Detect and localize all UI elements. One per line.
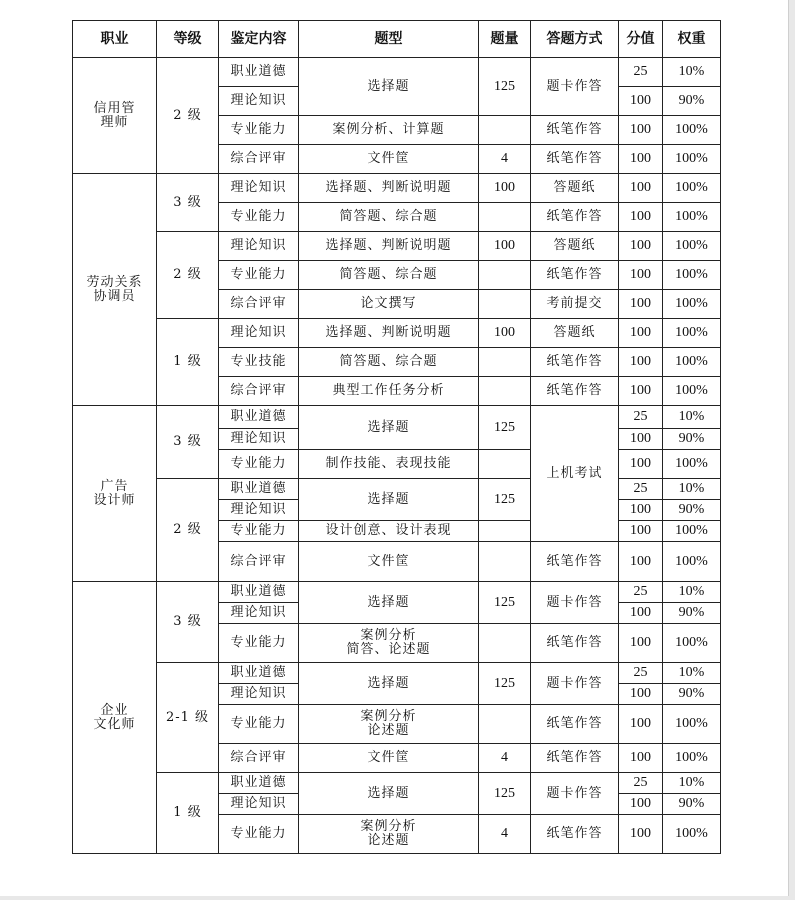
type-cell: 选择题 bbox=[299, 479, 479, 521]
count-cell bbox=[479, 521, 531, 542]
weight-cell: 100% bbox=[663, 232, 721, 261]
weight-cell: 90% bbox=[663, 794, 721, 815]
count-cell: 125 bbox=[479, 582, 531, 624]
score-cell: 100 bbox=[619, 174, 663, 203]
weight-cell: 100% bbox=[663, 116, 721, 145]
weight-cell: 100% bbox=[663, 542, 721, 582]
table-row bbox=[73, 479, 721, 500]
score-cell: 100 bbox=[619, 744, 663, 773]
content-cell: 理论知识 bbox=[219, 500, 299, 521]
level-cell: 3 级 bbox=[157, 582, 219, 663]
score-cell: 100 bbox=[619, 377, 663, 406]
method-cell: 题卡作答 bbox=[531, 663, 619, 705]
type-cell: 选择题 bbox=[299, 663, 479, 705]
score-cell: 100 bbox=[619, 232, 663, 261]
score-cell: 100 bbox=[619, 261, 663, 290]
weight-cell: 90% bbox=[663, 684, 721, 705]
count-cell: 125 bbox=[479, 773, 531, 815]
score-cell: 100 bbox=[619, 684, 663, 705]
count-cell bbox=[479, 705, 531, 744]
weight-cell: 90% bbox=[663, 87, 721, 116]
content-cell: 理论知识 bbox=[219, 319, 299, 348]
method-cell: 题卡作答 bbox=[531, 582, 619, 624]
weight-cell: 10% bbox=[663, 58, 721, 87]
content-cell: 综合评审 bbox=[219, 542, 299, 582]
count-cell bbox=[479, 542, 531, 582]
count-cell: 125 bbox=[479, 58, 531, 116]
weight-cell: 100% bbox=[663, 174, 721, 203]
type-cell: 设计创意、设计表现 bbox=[299, 521, 479, 542]
level-cell: 2-1 级 bbox=[157, 663, 219, 773]
score-cell: 25 bbox=[619, 773, 663, 794]
score-cell: 100 bbox=[619, 116, 663, 145]
score-cell: 25 bbox=[619, 406, 663, 429]
type-cell: 选择题 bbox=[299, 58, 479, 116]
type-cell: 选择题 bbox=[299, 582, 479, 624]
weight-cell: 10% bbox=[663, 773, 721, 794]
type-cell: 选择题 bbox=[299, 406, 479, 450]
table-row bbox=[73, 773, 721, 794]
method-cell: 纸笔作答 bbox=[531, 261, 619, 290]
content-cell: 职业道德 bbox=[219, 406, 299, 429]
table-row bbox=[73, 582, 721, 603]
type-cell: 案例分析、计算题 bbox=[299, 116, 479, 145]
method-cell: 纸笔作答 bbox=[531, 624, 619, 663]
type-cell: 文件筐 bbox=[299, 145, 479, 174]
level-cell: 1 级 bbox=[157, 319, 219, 406]
method-cell: 纸笔作答 bbox=[531, 744, 619, 773]
score-cell: 25 bbox=[619, 58, 663, 87]
occupation-cell: 劳动关系 协调员 bbox=[73, 174, 157, 406]
weight-cell: 10% bbox=[663, 663, 721, 684]
method-cell: 纸笔作答 bbox=[531, 348, 619, 377]
score-cell: 100 bbox=[619, 87, 663, 116]
level-cell: 1 级 bbox=[157, 773, 219, 854]
count-cell bbox=[479, 116, 531, 145]
type-cell: 简答题、综合题 bbox=[299, 261, 479, 290]
type-cell: 选择题、判断说明题 bbox=[299, 319, 479, 348]
count-cell bbox=[479, 203, 531, 232]
score-cell: 100 bbox=[619, 521, 663, 542]
level-cell: 2 级 bbox=[157, 232, 219, 319]
method-cell: 纸笔作答 bbox=[531, 116, 619, 145]
type-cell: 文件筐 bbox=[299, 744, 479, 773]
occupation-cell: 信用管 理师 bbox=[73, 58, 157, 174]
content-cell: 职业道德 bbox=[219, 58, 299, 87]
weight-cell: 90% bbox=[663, 500, 721, 521]
method-cell: 答题纸 bbox=[531, 174, 619, 203]
type-cell: 论文撰写 bbox=[299, 290, 479, 319]
count-cell: 4 bbox=[479, 744, 531, 773]
count-cell bbox=[479, 348, 531, 377]
score-cell: 100 bbox=[619, 500, 663, 521]
level-cell: 3 级 bbox=[157, 406, 219, 479]
weight-cell: 90% bbox=[663, 603, 721, 624]
weight-cell: 100% bbox=[663, 744, 721, 773]
type-cell: 选择题、判断说明题 bbox=[299, 174, 479, 203]
content-cell: 专业能力 bbox=[219, 624, 299, 663]
col-header-weight: 权重 bbox=[663, 21, 721, 58]
score-cell: 100 bbox=[619, 290, 663, 319]
count-cell: 125 bbox=[479, 406, 531, 450]
method-cell: 纸笔作答 bbox=[531, 203, 619, 232]
method-cell: 考前提交 bbox=[531, 290, 619, 319]
content-cell: 职业道德 bbox=[219, 582, 299, 603]
content-cell: 专业能力 bbox=[219, 450, 299, 479]
col-header-content: 鉴定内容 bbox=[219, 21, 299, 58]
content-cell: 理论知识 bbox=[219, 174, 299, 203]
type-cell: 案例分析 论述题 bbox=[299, 705, 479, 744]
header-row bbox=[73, 21, 721, 58]
count-cell: 4 bbox=[479, 145, 531, 174]
method-cell: 题卡作答 bbox=[531, 58, 619, 116]
method-cell: 纸笔作答 bbox=[531, 542, 619, 582]
table-row bbox=[73, 319, 721, 348]
weight-cell: 10% bbox=[663, 406, 721, 429]
score-cell: 100 bbox=[619, 815, 663, 854]
count-cell: 100 bbox=[479, 319, 531, 348]
count-cell bbox=[479, 450, 531, 479]
weight-cell: 100% bbox=[663, 521, 721, 542]
table-row bbox=[73, 406, 721, 429]
weight-cell: 100% bbox=[663, 145, 721, 174]
method-cell: 纸笔作答 bbox=[531, 815, 619, 854]
weight-cell: 100% bbox=[663, 261, 721, 290]
type-cell: 简答题、综合题 bbox=[299, 348, 479, 377]
score-cell: 25 bbox=[619, 479, 663, 500]
score-cell: 100 bbox=[619, 145, 663, 174]
method-cell: 答题纸 bbox=[531, 232, 619, 261]
weight-cell: 10% bbox=[663, 479, 721, 500]
table-row bbox=[73, 58, 721, 87]
content-cell: 专业技能 bbox=[219, 348, 299, 377]
method-cell: 题卡作答 bbox=[531, 773, 619, 815]
type-cell: 案例分析 简答、论述题 bbox=[299, 624, 479, 663]
col-header-method: 答题方式 bbox=[531, 21, 619, 58]
type-cell: 简答题、综合题 bbox=[299, 203, 479, 232]
content-cell: 专业能力 bbox=[219, 203, 299, 232]
col-header-count: 题量 bbox=[479, 21, 531, 58]
col-header-occupation: 职业 bbox=[73, 21, 157, 58]
count-cell: 125 bbox=[479, 479, 531, 521]
weight-cell: 100% bbox=[663, 377, 721, 406]
score-cell: 100 bbox=[619, 542, 663, 582]
content-cell: 职业道德 bbox=[219, 663, 299, 684]
weight-cell: 100% bbox=[663, 203, 721, 232]
type-cell: 选择题 bbox=[299, 773, 479, 815]
content-cell: 综合评审 bbox=[219, 145, 299, 174]
content-cell: 职业道德 bbox=[219, 773, 299, 794]
col-header-score: 分值 bbox=[619, 21, 663, 58]
count-cell: 125 bbox=[479, 663, 531, 705]
count-cell bbox=[479, 377, 531, 406]
level-cell: 2 级 bbox=[157, 58, 219, 174]
table-row bbox=[73, 232, 721, 261]
score-cell: 100 bbox=[619, 203, 663, 232]
type-cell: 典型工作任务分析 bbox=[299, 377, 479, 406]
method-cell: 纸笔作答 bbox=[531, 705, 619, 744]
content-cell: 专业能力 bbox=[219, 261, 299, 290]
page-scrollbar-track[interactable] bbox=[788, 0, 795, 900]
page-bottom-edge bbox=[0, 896, 795, 900]
table-row bbox=[73, 663, 721, 684]
col-header-type: 题型 bbox=[299, 21, 479, 58]
content-cell: 理论知识 bbox=[219, 684, 299, 705]
score-cell: 100 bbox=[619, 624, 663, 663]
content-cell: 专业能力 bbox=[219, 705, 299, 744]
type-cell: 制作技能、表现技能 bbox=[299, 450, 479, 479]
content-cell: 专业能力 bbox=[219, 116, 299, 145]
content-cell: 职业道德 bbox=[219, 479, 299, 500]
content-cell: 综合评审 bbox=[219, 290, 299, 319]
score-cell: 100 bbox=[619, 319, 663, 348]
content-cell: 理论知识 bbox=[219, 794, 299, 815]
method-cell: 上机考试 bbox=[531, 406, 619, 542]
weight-cell: 100% bbox=[663, 705, 721, 744]
method-cell: 答题纸 bbox=[531, 319, 619, 348]
weight-cell: 100% bbox=[663, 450, 721, 479]
occupation-cell: 广告 设计师 bbox=[73, 406, 157, 582]
content-cell: 理论知识 bbox=[219, 429, 299, 450]
content-cell: 专业能力 bbox=[219, 521, 299, 542]
content-cell: 专业能力 bbox=[219, 815, 299, 854]
type-cell: 案例分析 论述题 bbox=[299, 815, 479, 854]
level-cell: 2 级 bbox=[157, 479, 219, 582]
count-cell bbox=[479, 624, 531, 663]
content-cell: 理论知识 bbox=[219, 603, 299, 624]
weight-cell: 100% bbox=[663, 290, 721, 319]
table-row bbox=[73, 174, 721, 203]
score-cell: 25 bbox=[619, 663, 663, 684]
method-cell: 纸笔作答 bbox=[531, 377, 619, 406]
content-cell: 理论知识 bbox=[219, 87, 299, 116]
count-cell: 4 bbox=[479, 815, 531, 854]
type-cell: 文件筐 bbox=[299, 542, 479, 582]
score-cell: 100 bbox=[619, 705, 663, 744]
weight-cell: 10% bbox=[663, 582, 721, 603]
count-cell bbox=[479, 290, 531, 319]
col-header-level: 等级 bbox=[157, 21, 219, 58]
content-cell: 综合评审 bbox=[219, 377, 299, 406]
type-cell: 选择题、判断说明题 bbox=[299, 232, 479, 261]
content-cell: 理论知识 bbox=[219, 232, 299, 261]
count-cell: 100 bbox=[479, 232, 531, 261]
weight-cell: 100% bbox=[663, 348, 721, 377]
method-cell: 纸笔作答 bbox=[531, 145, 619, 174]
weight-cell: 100% bbox=[663, 815, 721, 854]
score-cell: 100 bbox=[619, 603, 663, 624]
weight-cell: 100% bbox=[663, 624, 721, 663]
weight-cell: 90% bbox=[663, 429, 721, 450]
exam-table bbox=[72, 20, 721, 854]
score-cell: 100 bbox=[619, 348, 663, 377]
occupation-cell: 企业 文化师 bbox=[73, 582, 157, 854]
score-cell: 100 bbox=[619, 794, 663, 815]
count-cell: 100 bbox=[479, 174, 531, 203]
score-cell: 100 bbox=[619, 450, 663, 479]
count-cell bbox=[479, 261, 531, 290]
score-cell: 25 bbox=[619, 582, 663, 603]
score-cell: 100 bbox=[619, 429, 663, 450]
level-cell: 3 级 bbox=[157, 174, 219, 232]
weight-cell: 100% bbox=[663, 319, 721, 348]
content-cell: 综合评审 bbox=[219, 744, 299, 773]
